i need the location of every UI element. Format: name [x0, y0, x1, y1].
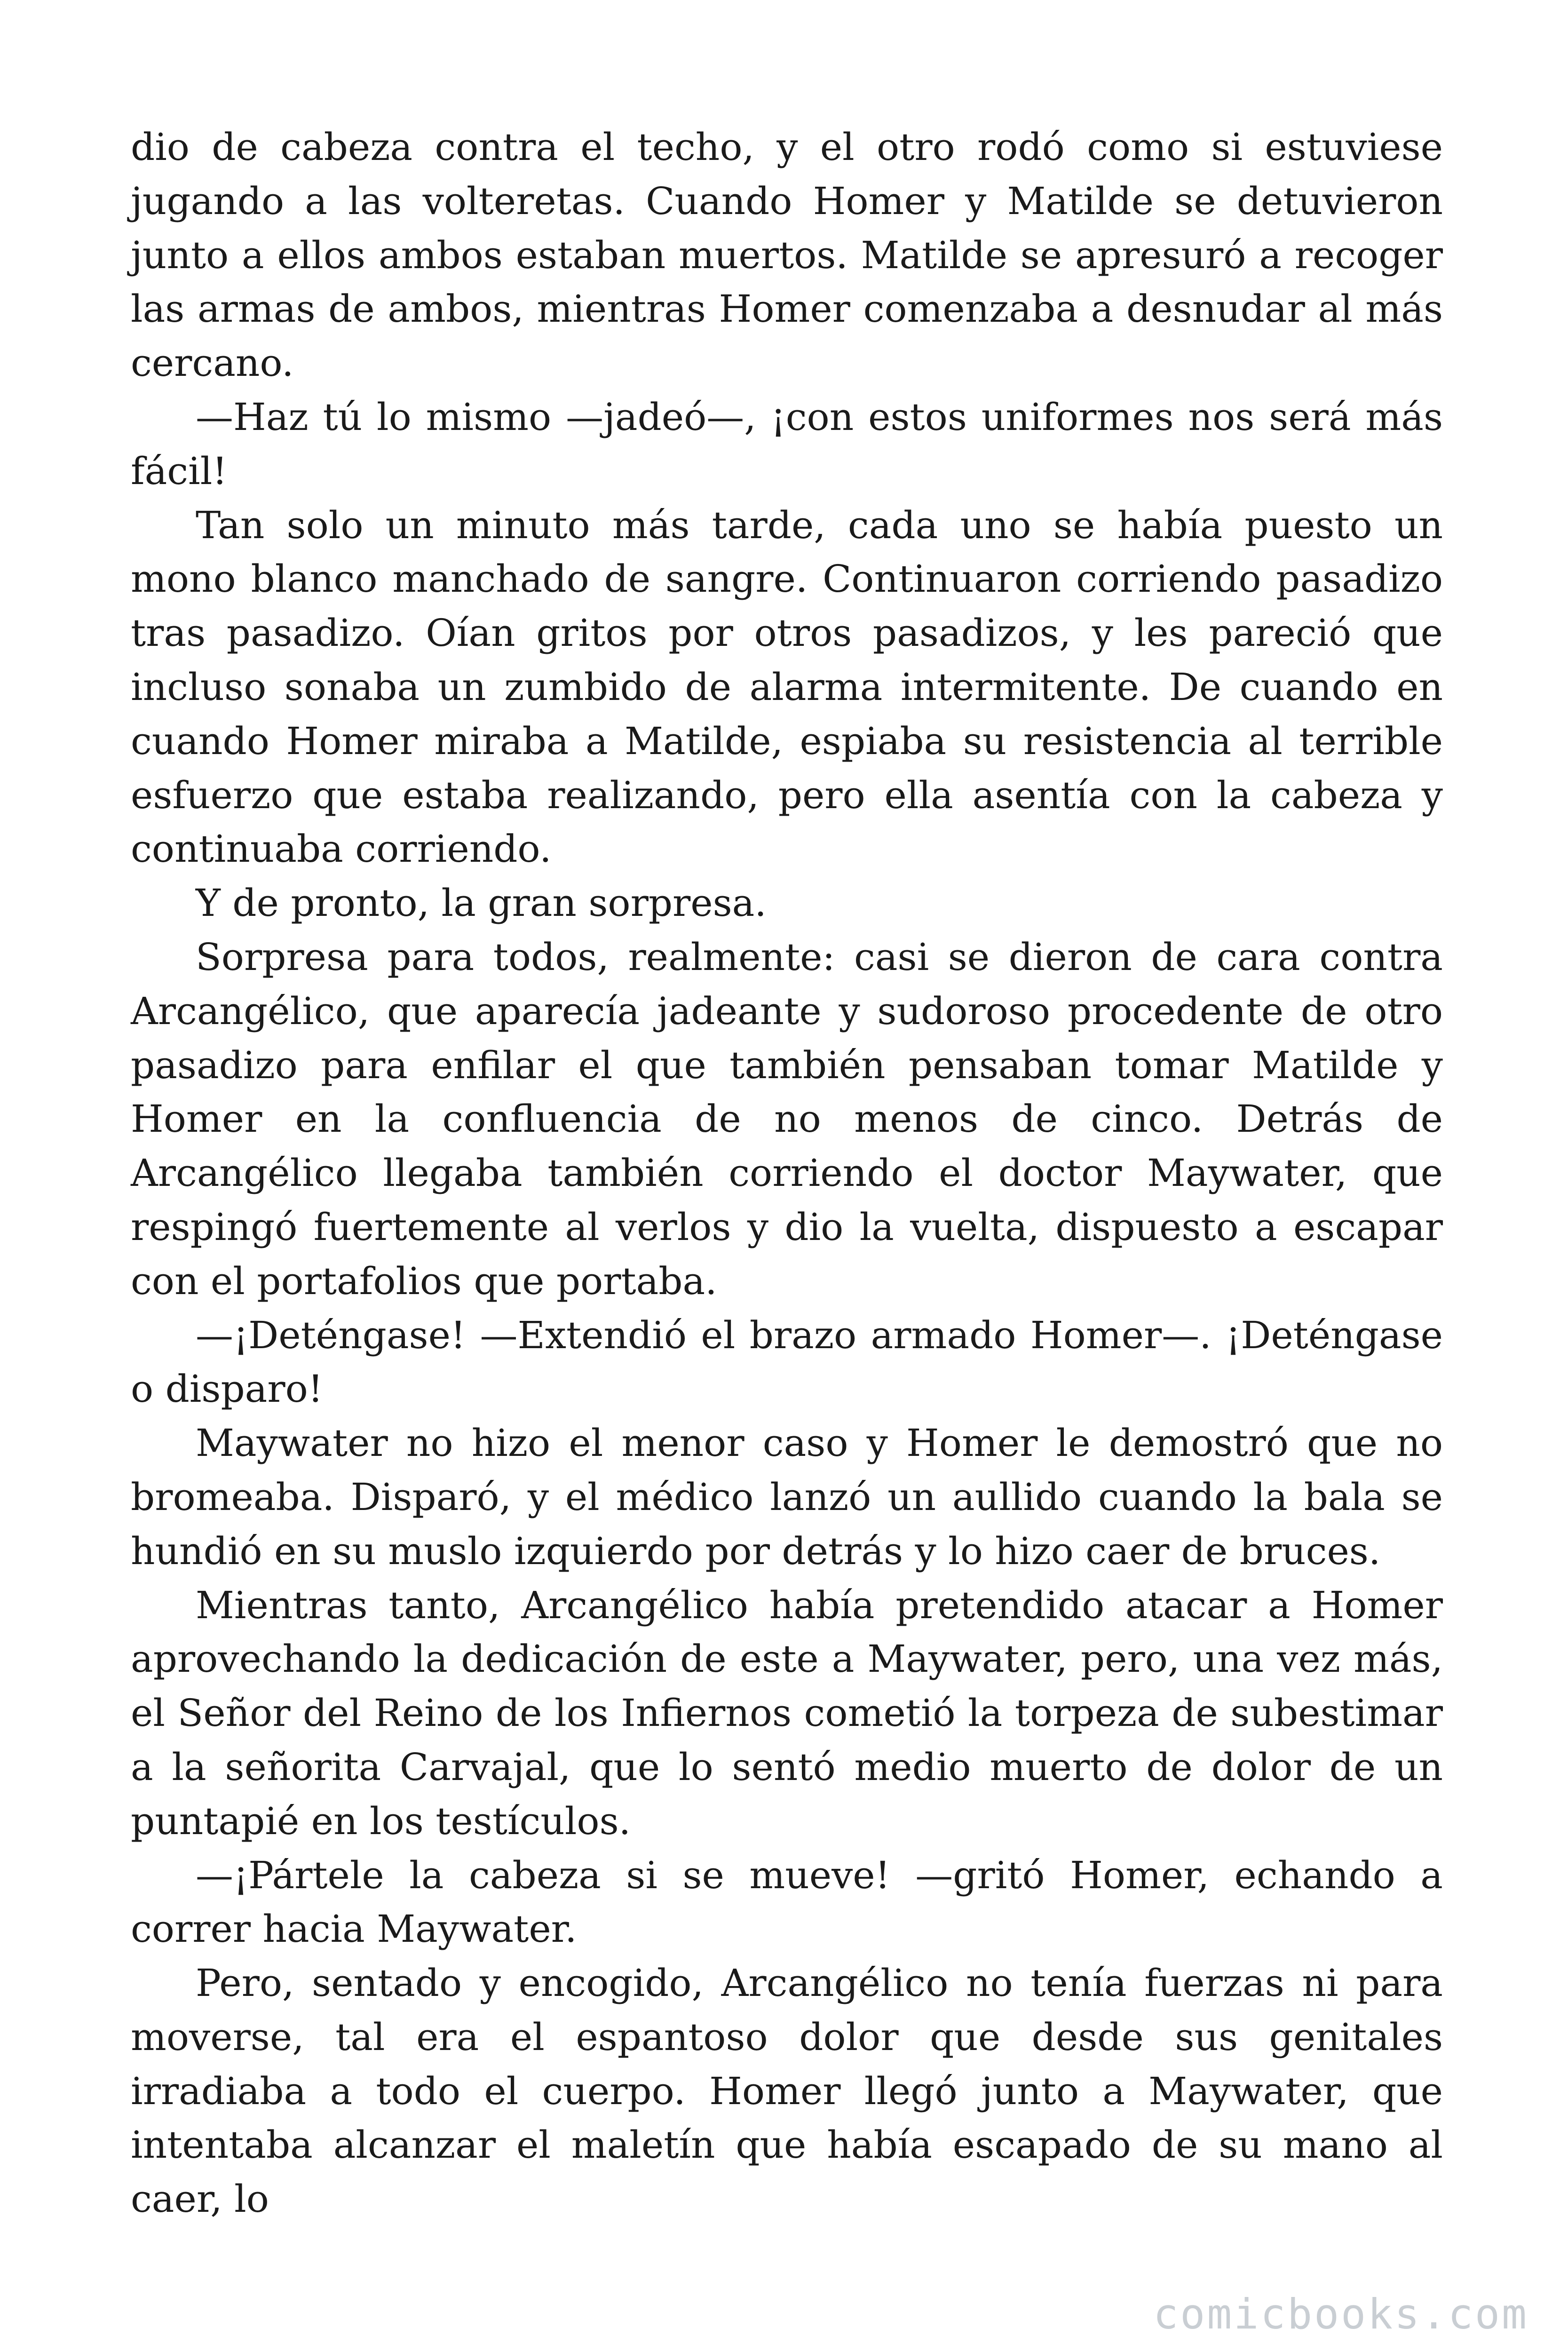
paragraph: Pero, sentado y encogido, Arcangélico no tenía fuerzas ni para moverse, tal era el espantoso dolor que desde sus genitales irradiaba a todo el cuerpo. Homer llegó junto a Maywater, que intentaba alcanzar el maletín que había escapado de su mano al caer, lo	[131, 1961, 1443, 2221]
paragraph: Tan solo un minuto más tarde, cada uno se había puesto un mono blanco manchado de sangre. Continuaron corriendo pasadizo tras pasadizo. Oían gritos por otros pasadizos, y les pareció que incluso sonaba un zumbido de alarma intermitente. De cuando en cuando Homer miraba a Matilde, espiaba su resistencia al terrible esfuerzo que estaba realizando, pero ella asentía con la cabeza y continuaba corriendo.	[131, 503, 1443, 871]
paragraph: —¡Deténgase! —Extendió el brazo armado Homer—. ¡Deténgase o disparo!	[131, 1313, 1443, 1411]
paragraph: Mientras tanto, Arcangélico había pretendido atacar a Homer aprovechando la dedicación de este a Maywater, pero, una vez más, el Señor del Reino de los Infiernos cometió la torpeza de subestimar a la señorita Carvajal, que lo sentó medio muerto de dolor de un puntapié en los testículos.	[131, 1583, 1443, 1843]
watermark: comicbooks.com	[1153, 2290, 1528, 2338]
book-page-text	[131, 120, 1443, 2226]
paragraph: Maywater no hizo el menor caso y Homer le demostró que no bromeaba. Disparó, y el médico lanzó un aullido cuando la bala se hundió en su muslo izquierdo por detrás y lo hizo caer de bruces.	[131, 1421, 1443, 1573]
paragraph: —¡Pártele la cabeza si se mueve! —gritó Homer, echando a correr hacia Maywater.	[131, 1853, 1443, 1951]
paragraph: —Haz tú lo mismo —jadeó—, ¡con estos uniformes nos será más fácil!	[131, 395, 1443, 493]
paragraph: Sorpresa para todos, realmente: casi se dieron de cara contra Arcangélico, que aparecía jadeante y sudoroso procedente de otro pasadizo para enfilar el que también pensaban tomar Matilde y Homer en la confluencia de no menos de cinco. Detrás de Arcangélico llegaba también corriendo el doctor Maywater, que respingó fuertemente al verlos y dio la vuelta, dispuesto a escapar con el portafolios que portaba.	[131, 935, 1443, 1303]
paragraph: Y de pronto, la gran sorpresa.	[196, 881, 767, 925]
paragraph: dio de cabeza contra el techo, y el otro rodó como si estuviese jugando a las volteretas. Cuando Homer y Matilde se detuvieron junto a ellos ambos estaban muertos. Matilde se apresuró a recoger las armas de ambos, mientras Homer comenzaba a desnudar al más cercano.	[131, 125, 1443, 385]
